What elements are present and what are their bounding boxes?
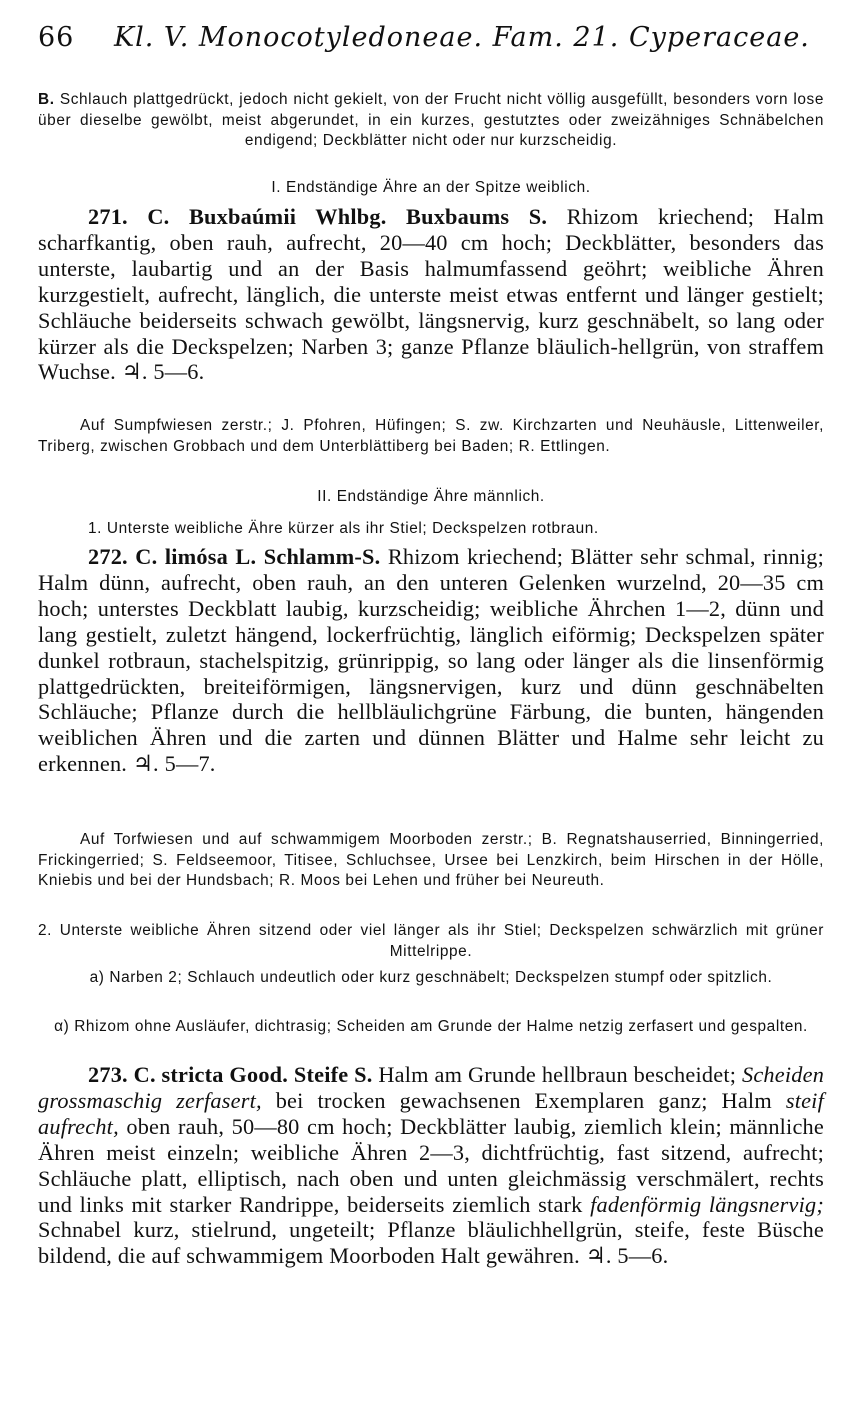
species-272-habitat: Auf Torfwiesen und auf schwammigem Moorboden zerstr.; B. Regnatshauserried, Binningerried, Frickingerried; S. Feldseemoor, Titisee, Schluchsee, Ursee bei Lenzkirch, beim Hirschen in der Hölle, Kniebis und bei der Hundsbach; R. Moos bei Lehen und früher bei Neureuth. [38, 831, 824, 889]
species-271-habitat: Auf Sumpfwiesen zerstr.; J. Pfohren, Hüfingen; S. zw. Kirchzarten und Neuhäusle, Littenweiler, Triberg, zwischen Grobbach und dem Unterblättiberg bei Baden; R. Ettlingen. [38, 417, 824, 455]
key-a: a) Narben 2; Schlauch undeutlich oder kurz geschnäbelt; Deckspelzen stumpf oder spitzlich. [89, 969, 773, 986]
species-273-text-2: bei trocken gewachsenen Exemplaren ganz; Halm [275, 1087, 772, 1113]
running-title: Kl. V. Monocotyledoneae. Fam. 21. Cyperaceae. [113, 22, 810, 53]
species-272-name: C. limósa L. [135, 544, 257, 569]
species-272-description: Rhizom kriechend; Blätter sehr schmal, rinnig; Halm dünn, aufrecht, oben rauh, an den unteren Gelenken wurzelnd, 20—35 cm hoch; unterstes Deckblatt laubig, kurzscheidig; weibliche Ährchen 1—2, dünn und lang gestielt, zuletzt hängend, lockerfrüchtig, länglich eiförmig; Deckspelzen später dunkel rotbraun, stachelspitzig, grünrippig, so lang oder länger als die linsenförmig plattgedrückten, breiteiförmigen, längsnervigen, kurz und dünn geschnäbelten Schläuche; Pflanze durch die hellbläulichgrüne Färbung, die bunten, hängenden weiblichen Ähren und die zarten und dünnen Blätter und Halme sehr leicht zu erkennen. ♃. 5—7. [38, 544, 825, 777]
species-273-italic-1: Scheiden grossmaschig zerfasert, [38, 1062, 825, 1113]
species-273 [38, 1062, 824, 1269]
species-273-italic-2: steif aufrecht, [38, 1087, 824, 1139]
key-1: 1. Unterste weibliche Ähre kürzer als ihr Stiel; Deckspelzen rotbraun. [88, 520, 599, 537]
species-273-text-4: Schnabel kurz, stielrund, ungeteilt; Pflanze bläulichhellgrün, steife, feste Büsche bildend, die auf schwammigem Moorboden Halt gewähren. ♃. 5—6. [38, 1217, 824, 1269]
species-272-common-name: Schlamm-S. [263, 544, 381, 569]
key-alpha: α) Rhizom ohne Ausläufer, dichtrasig; Scheiden am Grunde der Halme netzig zerfasert und gespalten. [54, 1018, 808, 1035]
species-273-number: 273. [88, 1062, 128, 1087]
species-273-text-3: oben rauh, 50—80 cm hoch; Deckblätter laubig, ziemlich klein; männliche Ähren meist einzeln; weibliche Ähren 2—3, dichtfrüchtig, fast sitzend, aufrecht; Schläuche platt, elliptisch, nach oben und unten gleichmässig verschmälert, rechts und links mit starker Randrippe, beiderseits ziemlich stark [38, 1113, 824, 1217]
species-271-number: 271. [88, 204, 128, 229]
key-b [38, 90, 824, 152]
species-271 [38, 204, 824, 385]
species-273-common-name: Steife S. [293, 1062, 373, 1087]
species-273-name: C. stricta Good. [133, 1062, 289, 1087]
species-272 [38, 544, 824, 777]
species-271-description: Rhizom kriechend; Halm scharfkantig, oben rauh, aufrecht, 20—40 cm hoch; Deckblätter, besonders das unterste, laubartig und an der Basis halmumfassend geöhrt; weibliche Ähren kurzgestielt, aufrecht, länglich, die unterste meist etwas entfernt und länger gestielt; Schläuche beiderseits schwach gewölbt, längsnervig, kurz geschnäbelt, so lang oder kürzer als die Deckspelzen; Narben 3; ganze Pflanze bläulich-hellgrün, von straffem Wuchse. ♃. 5—6. [38, 204, 825, 385]
key-2: 2. Unterste weibliche Ähren sitzend oder viel länger als ihr Stiel; Deckspelzen schwärzlich mit grüner Mittelrippe. [38, 922, 824, 960]
heading-endstaendig-maennlich: II. Endständige Ähre männlich. [317, 488, 545, 505]
species-271-name: C. Buxbaúmii Whlbg. [147, 204, 387, 229]
species-273-italic-3: fadenförmig längsnervig; [590, 1191, 824, 1217]
heading-endstaendig-weiblich: I. Endständige Ähre an der Spitze weiblich. [271, 179, 591, 196]
key-b-text: Schlauch plattgedrückt, jedoch nicht gekielt, von der Frucht nicht völlig ausgefüllt, besonders vorn lose über dieselbe gewölbt, meist abgerundet, in ein kurzes, gestutztes oder zweizähniges Schnäbelchen endigend; Deckblätter nicht oder nur kurzscheidig. [38, 91, 824, 149]
key-b-marker: B. [38, 91, 55, 108]
page-number: 66 [38, 22, 75, 53]
species-272-number: 272. [88, 544, 128, 569]
species-273-text-1: Halm am Grunde hellbraun bescheidet; [378, 1062, 737, 1087]
species-271-common-name: Buxbaums S. [406, 204, 548, 229]
page-header [38, 22, 810, 53]
